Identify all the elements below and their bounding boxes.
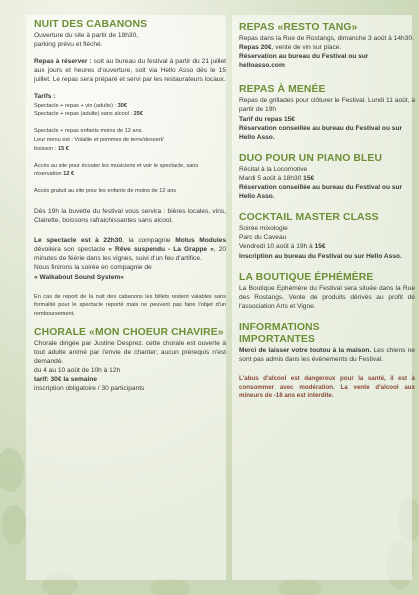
right-column	[239, 22, 415, 401]
menee-line-3: Réservation conseillée au bureau du Festival ou sur Hello Asso.	[239, 124, 403, 141]
boutique-text: La Boutique Ephémère du Festival sera située dans la Rue des Rostangs. Vente de produits dérivés au profit de l'association Arts et Vigne.	[239, 284, 415, 310]
menee-line-2: Tarif du repas 15€	[239, 115, 295, 123]
chorale-dates: du 4 au 10 août de 10h à 12h	[34, 367, 121, 375]
cocktail-line-1: Soirée mixologie	[239, 225, 288, 233]
reserve-text: soit au bureau du festival à partir du 21 juillet aux jours et heures d'ouverture, soit via Hello Asso dès le 15 juillet. Le repas sera préparé et servi par les restaurateurs locaux.	[34, 58, 227, 84]
alcool-warning: L'abus d'alcool est dangereux pour la santé, il est à consommer avec modération. La vente d'alcool aux mineurs de -18 ans est interdite.	[239, 375, 415, 400]
section-title-menee: REPAS À MENÉE	[239, 84, 326, 96]
section-title-chorale: CHORALE «MON CHOEUR CHAVIRE»	[34, 326, 224, 338]
finir-line: Nous finirons la soirée en compagnie de	[34, 264, 152, 272]
cabanons-intro-2: parking prévu et fléché.	[34, 41, 103, 49]
left-column	[34, 19, 226, 394]
tarifs-label: Tarifs :	[34, 93, 56, 101]
chorale-text: Chorale dirigée par Justine Desprez. cette chorale est ouverte à tout adulte animé par l'envie de chanter; aucun prérequis n'est demandé.	[34, 339, 226, 366]
buvette-paragraph: Dès 19h la buvette du festival vous servira : bières locales, vins, Clairette, boissons rafraichissantes sans alcool.	[34, 207, 226, 225]
chorale-inscription: inscription obligatoire / 30 participants	[34, 385, 145, 393]
acces-line-2: Accès gratuit au site pour les enfants de moins de 12 ans	[34, 188, 177, 195]
cocktail-line-4: Inscription au bureau du Festival ou sur Hello Asso.	[239, 252, 402, 260]
piano-line-2: Mardi 5 août à 18h30 15€	[239, 174, 315, 182]
cocktail-line-2: Parc du Caveau	[239, 234, 287, 242]
walkabout-line: « Walkabout Sound System»	[34, 273, 124, 281]
spectacle-paragraph: Le spectacle est à 22h30, la compagnie Motus Modules dévoilera son spectacle « Rêve suspendu - La Grappe », 20 minutes de féérie dans les vignes, suivi d'un feu d'artifice.	[34, 237, 226, 263]
enfants-line-3: boisson : 15 €	[34, 145, 69, 152]
chorale-tarif: tarif: 30€ la semaine	[34, 376, 98, 384]
section-title-infos-1: INFORMATIONS	[239, 321, 320, 333]
reservation-paragraph	[34, 57, 226, 84]
tarif-line-2: Spectacle + repas (adulte) sans alcool : 25€	[34, 111, 143, 118]
section-title-infos-2: IMPORTANTES	[239, 333, 315, 345]
cocktail-line-3: Vendredi 10 août à 19h à 15€	[239, 243, 326, 251]
report-paragraph: En cas de report de la nuit des cabanons les billets restent valables sans formalité pour le spectacle reporté mais ne peuvent pas faire l'objet d'un remboursement.	[34, 293, 226, 318]
cabanons-intro-1: Ouverture du site à partir de 18h30,	[34, 32, 139, 39]
resto-line-1: Repas dans la Rue de Rostangs, dimanche 3 août à 14h30.	[239, 35, 414, 42]
reserve-label: Repas à réserver :	[34, 58, 92, 66]
section-title-piano: DUO POUR UN PIANO BLEU	[239, 152, 383, 164]
section-title-resto: REPAS «RESTO TANG»	[239, 22, 358, 33]
tarif-line-1: Spectacle + repas + vin (adulte) : 30€	[34, 102, 127, 109]
section-title-cabanons: NUIT DES CABANONS	[34, 19, 148, 30]
piano-line-1: Récital à la Locomotive	[239, 165, 308, 173]
section-title-cocktail: COCKTAIL MASTER CLASS	[239, 212, 379, 224]
section-title-boutique: LA BOUTIQUE ÉPHÉMÈRE	[239, 271, 374, 283]
menee-line-1: Repas de grillades pour clôturer le Festival. Lundi 11 août, à partir de 19h	[239, 97, 415, 114]
resto-line-2: Repas 20€, vente de vin sur place.	[239, 44, 342, 52]
enfants-line-2: Leur menu est : Volaille et pommes de terre/dessert/	[34, 136, 164, 143]
resto-line-3: Réservation au bureau du Festival ou sur helloasso.com	[239, 53, 369, 70]
piano-line-3: Réservation conseillée au bureau du Festival ou sur Hello Asso.	[239, 184, 403, 201]
infos-text: Merci de laisser votre toutou à la maison. Les chiens ne sont pas admis dans les évènements du Festival.	[239, 346, 415, 363]
enfants-line-1: Spectacle + repas enfants moins de 12 ans.	[34, 128, 143, 135]
acces-line-1: Accès au site pour écouter les musiciens et voir le spectacle, sans réservation 12 €	[34, 162, 199, 178]
